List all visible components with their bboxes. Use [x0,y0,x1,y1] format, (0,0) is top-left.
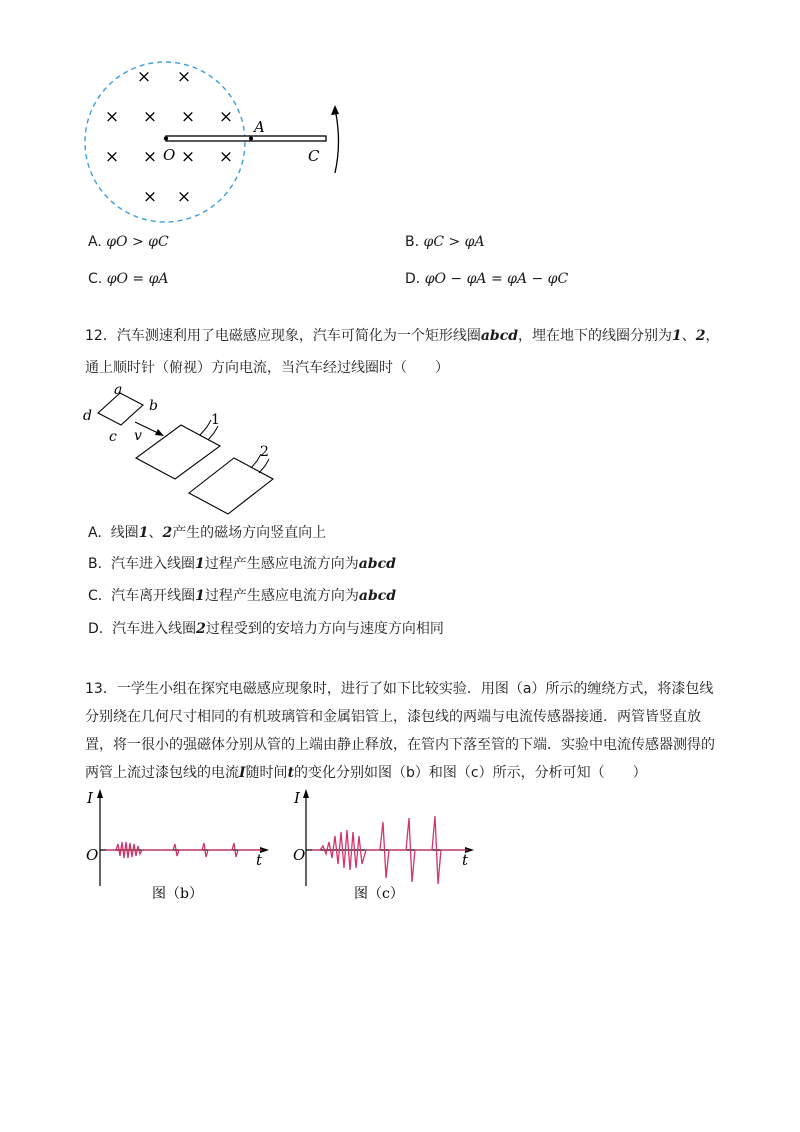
q12-stem-line2: 通上顺时针（俯视）方向电流，当汽车经过线圈时（ ） [85,360,449,376]
field-cross: × [142,187,158,207]
svg-text:b: b [149,398,158,414]
option-expression: φO = φA [106,271,169,287]
q12-option-d[interactable]: D. 汽车进入线圈2过程受到的安培力方向与速度方向相同 [88,621,444,637]
axis-label-x: t [462,851,469,869]
field-cross: × [142,107,158,127]
q11-option-a[interactable]: A. φO > φC [88,234,169,250]
question-number: 13． [85,681,117,697]
option-expression: φO − φA = φA − φC [424,271,569,287]
field-cross: × [176,187,192,207]
option-expression: φC > φA [423,234,485,250]
graph-caption: 图（b） [152,886,203,902]
svg-text:1: 1 [211,412,220,428]
svg-text:2: 2 [260,444,269,460]
ground-coil-2 [189,458,273,514]
graph-c [282,786,482,904]
q12-option-c[interactable]: C. 汽车离开线圈1过程产生感应电流方向为abcd [88,588,397,604]
rotation-arrow [335,109,339,173]
question-number: 12． [85,328,117,344]
svg-text:d: d [83,408,92,424]
point-a [249,137,253,141]
q11-figure [80,55,370,230]
field-cross: × [104,147,120,167]
q12-option-a[interactable]: A. 线圈1、2产生的磁场方向竖直向上 [88,525,327,541]
magnetic-field-boundary [85,62,245,222]
field-cross: × [180,147,196,167]
q11-option-b[interactable]: B. φC > φA [405,234,485,250]
option-expression: φO > φC [106,234,169,250]
label-c: C [308,147,320,165]
label-o: O [163,146,176,164]
label-a: A [254,118,265,136]
svg-text:c: c [109,429,117,445]
ground-coil-1 [136,425,220,479]
field-cross: × [218,107,234,127]
q13-stem-line2: 分别绕在几何尺寸相同的有机玻璃管和金属铝管上，漆包线的两端与电流传感器接通．两管皆竖直放 [85,709,701,725]
field-cross: × [180,107,196,127]
field-cross: × [218,147,234,167]
field-cross: × [104,107,120,127]
q12-stem-line1: 12．汽车测速利用了电磁感应现象，汽车可简化为一个矩形线圈abcd，埋在地下的线圈分别为1、2， [85,328,720,344]
q13-stem-line1: 13．一学生小组在探究电磁感应现象时，进行了如下比较实验．用图（a）所示的缠绕方式，将漆包线 [85,681,714,697]
graph-b [82,786,272,904]
field-cross: × [176,67,192,87]
axis-label-y: I [87,789,93,807]
q11-option-c[interactable]: C. φO = φA [88,271,169,287]
axis-label-y: I [294,789,300,807]
metal-rod [166,136,326,141]
arrow-head [331,105,339,115]
q13-stem-line3: 置，将一很小的强磁体分别从管的上端由静止释放，在管内下落至管的下端．实验中电流传感器测得的 [85,737,715,753]
origin-label: O [86,846,99,864]
origin-label: O [293,846,306,864]
svg-text:v: v [134,428,142,444]
q12-option-b[interactable]: B. 汽车进入线圈1过程产生感应电流方向为abcd [88,556,396,572]
field-cross: × [142,147,158,167]
q13-stem-line4: 两管上流过漆包线的电流I随时间t的变化分别如图（b）和图（c）所示，分析可知（ ） [85,765,647,781]
field-cross: × [136,67,152,87]
q11-option-d[interactable]: D. φO − φA = φA − φC [405,271,569,287]
axis-label-x: t [256,851,263,869]
pivot-o [164,136,168,140]
current-signal-b [106,842,262,858]
svg-text:a: a [114,382,123,398]
graph-caption: 图（c） [354,886,404,902]
q12-figure [80,382,280,522]
